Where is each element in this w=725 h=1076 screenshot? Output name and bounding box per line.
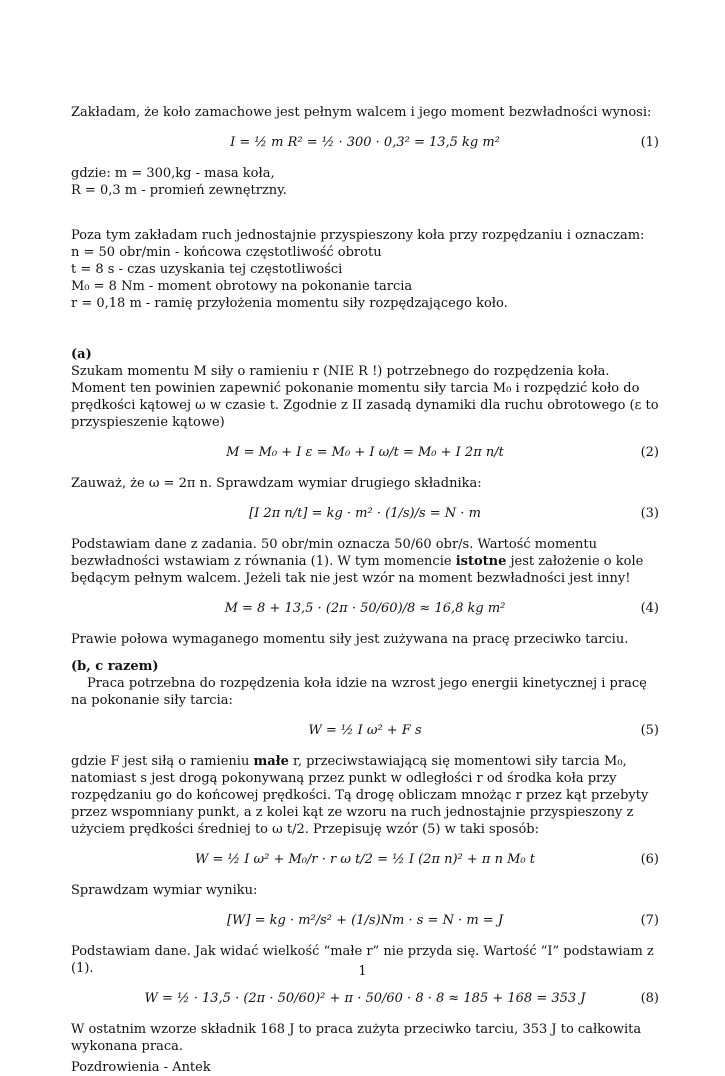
- equation-4: [71, 593, 659, 627]
- section-a-paragraph-4: Prawie połowa wymaganego momentu siły jest zużywana na pracę przeciwko tarciu.: [71, 632, 629, 647]
- equation-4-expr: M = 8 + 13,5 · (2π · 50/60)/8 ≈ 16,8 kg m²: [224, 601, 506, 616]
- equation-4-number: (4): [640, 601, 659, 616]
- equation-7-expr: [W] = kg · m²/s² + (1/s)Nm · s = N · m = J: [226, 913, 504, 928]
- signature: Pozdrowienia - Antek: [71, 1060, 211, 1075]
- section-a-paragraph-2: Zauważ, że ω = 2π n. Sprawdzam wymiar drugiego składnika:: [71, 476, 482, 491]
- section-bc-paragraph-4: Podstawiam dane. Jak widać wielkość “małe r” nie przyda się. Wartość “I” podstawiam z (1).: [71, 944, 654, 976]
- equation-1-expr: I = ½ m R² = ½ · 300 · 0,3² = 13,5 kg m²: [230, 135, 500, 150]
- section-bc-heading: (b, c razem): [71, 659, 159, 674]
- equation-8: [71, 983, 659, 1017]
- equation-5: [71, 715, 659, 749]
- intro-paragraph: Zakładam, że koło zamachowe jest pełnym walcem i jego moment bezwładności wynosi:: [71, 105, 652, 120]
- equation-1-number: (1): [640, 135, 659, 150]
- emphasis-male: małe: [253, 754, 289, 769]
- equation-8-number: (8): [640, 991, 659, 1006]
- section-bc-paragraph-2-end: r, przeciwstawiającą się momentowi siły tarcia M₀, natomiast s jest drogą pokonywaną przez punkt w odległości r od środka koła przy rozpędzaniu go do końcowej prędkości. Tą drogę obliczam mnożąc r przez kąt przebyty przez wspomniany punkt, a z kolei kąt ze wzoru na ruch jednostajnie przyspieszony z użyciem prędkości średniej to ω t/2. Przepisuję wzór (5) w taki sposób:: [71, 754, 649, 837]
- page-number: 1: [358, 964, 367, 979]
- equation-6-number: (6): [640, 852, 659, 867]
- section-bc-paragraph-1: Praca potrzebna do rozpędzenia koła idzie na wzrost jego energii kinetycznej i pracę na pokonanie siły tarcia:: [71, 676, 647, 708]
- equation-3-number: (3): [640, 506, 659, 521]
- section-bc-paragraph-5: W ostatnim wzorze składnik 168 J to praca zużyta przeciwko tarciu, 353 J to całkowita wykonana praca.: [71, 1022, 642, 1054]
- section-a-heading: (a): [71, 347, 92, 362]
- equation-3-expr: [I 2π n/t] = kg · m² · (1/s)/s = N · m: [249, 506, 481, 521]
- section-a-paragraph-3: [71, 536, 659, 587]
- equation-2-expr: M = M₀ + I ε = M₀ + I ω/t = M₀ + I 2π n/t: [226, 445, 504, 460]
- section-a-paragraph-1: Szukam momentu M siły o ramieniu r (NIE R !) potrzebnego do rozpędzenia koła. Moment ten powinien zapewnić pokonanie momentu siły tarcia M₀ i rozpędzić koło do prędkości kątowej ω w czasie t. Zgodnie z II zasadą dynamiki dla ruchu obrotowego (ε to przyspieszenie kątowe): [71, 364, 659, 430]
- section-a-paragraph-3-start: Podstawiam dane z zadania. 50 obr/min oznacza 50/60 obr/s. Wartość momentu bezwładności wstawiam z równania (1). W tym momencie: [71, 537, 597, 569]
- equation-3: [71, 498, 659, 532]
- equation-6-expr: W = ½ I ω² + M₀/r · r ω t/2 = ½ I (2π n)² + π n M₀ t: [194, 852, 535, 867]
- assume-line-5: r = 0,18 m - ramię przyłożenia momentu siły rozpędzającego koło.: [71, 296, 508, 311]
- assume-line-2: n = 50 obr/min - końcowa częstotliwość obrotu: [71, 245, 382, 260]
- equation-2: [71, 437, 659, 471]
- equation-7: [71, 905, 659, 939]
- document-body: [71, 104, 659, 1076]
- section-a-paragraph-3-end: jest założenie o kole będącym pełnym walcem. Jeżeli tak nie jest wzór na moment bezwładności jest inny!: [71, 554, 644, 586]
- equation-2-number: (2): [640, 445, 659, 460]
- section-bc-paragraph-2-start: gdzie F jest siłą o ramieniu: [71, 754, 254, 769]
- equation-8-expr: W = ½ · 13,5 · (2π · 50/60)² + π · 50/60 · 8 · 8 ≈ 185 + 168 = 353 J: [144, 991, 586, 1006]
- where-line-1: gdzie: m = 300,kg - masa koła,: [71, 166, 275, 181]
- equation-5-expr: W = ½ I ω² + F s: [308, 723, 422, 738]
- equation-5-number: (5): [640, 723, 659, 738]
- assume-line-4: M₀ = 8 Nm - moment obrotowy na pokonanie tarcia: [71, 279, 413, 294]
- section-bc-paragraph-3: Sprawdzam wymiar wyniku:: [71, 883, 258, 898]
- equation-7-number: (7): [640, 913, 659, 928]
- assume-line-1: Poza tym zakładam ruch jednostajnie przyspieszony koła przy rozpędzaniu i oznaczam:: [71, 228, 645, 243]
- equation-6: [71, 844, 659, 878]
- where-line-2: R = 0,3 m - promień zewnętrzny.: [71, 183, 287, 198]
- assume-line-3: t = 8 s - czas uzyskania tej częstotliwości: [71, 262, 343, 277]
- equation-1: [71, 127, 659, 161]
- section-bc-paragraph-2: [71, 753, 659, 838]
- emphasis-istotne: istotne: [455, 554, 507, 569]
